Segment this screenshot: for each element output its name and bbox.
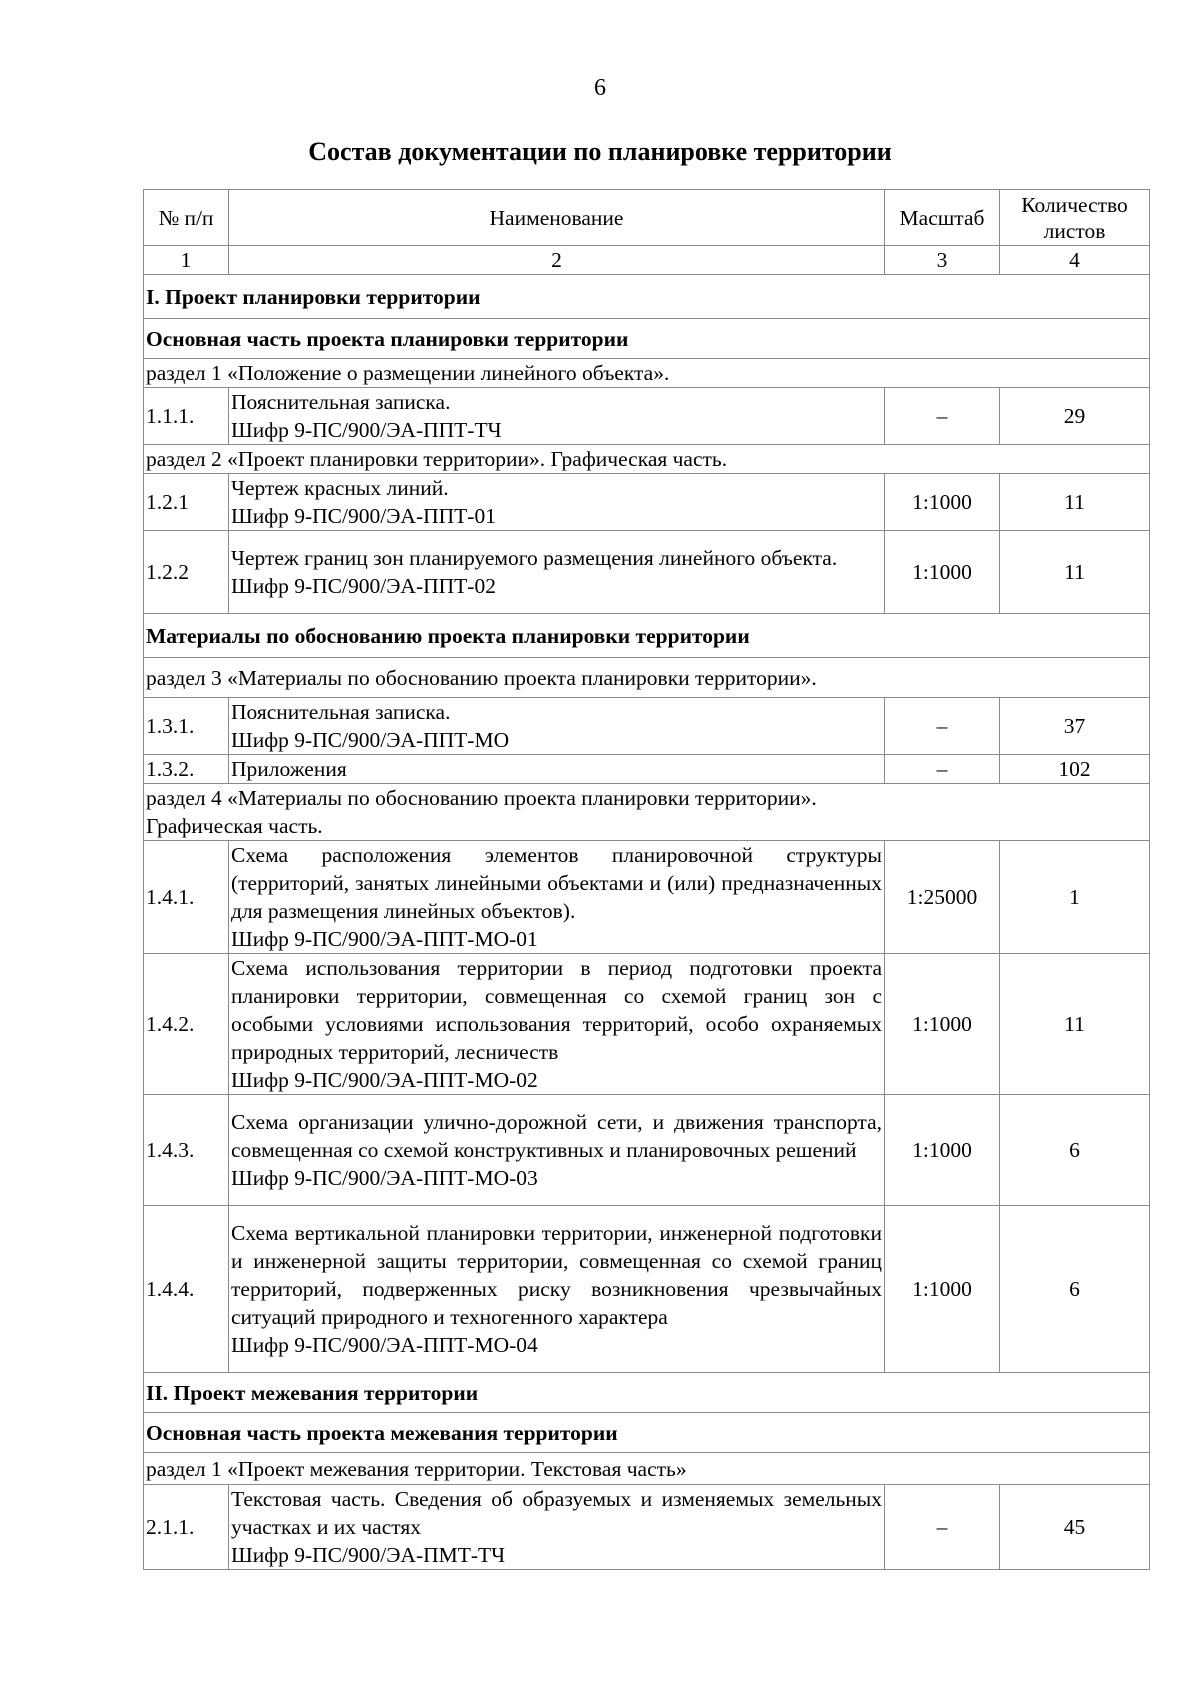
item-name-line: Шифр 9-ПС/900/ЭА-ППТ-МО: [231, 728, 510, 752]
item-name-line: Схема использования территории в период подготовки проекта планировки территории, совмещенная со схемой границ зон с особыми условиями использования территорий, особо охраняемых природных территорий, лесничеств: [231, 956, 882, 1064]
subsection-title-line: раздел 4 «Материалы по обоснованию проекта планировки территории».: [146, 786, 817, 810]
documentation-table: [143, 189, 1150, 1570]
item-number: 1.3.1.: [144, 698, 229, 755]
item-scale: 1:1000: [885, 1095, 1000, 1206]
section-heading-row: [144, 275, 1150, 319]
item-number: 1.4.4.: [144, 1206, 229, 1373]
item-name-line: Схема организации улично-дорожной сети, и движения транспорта, совмещенная со схемой конструктивных и планировочных решений: [231, 1110, 882, 1162]
table-row: [144, 698, 1150, 755]
subsection-title: [144, 784, 1150, 841]
item-name-line: Шифр 9-ПС/900/ЭА-ППТ-01: [231, 504, 496, 528]
header-scale: Масштаб: [885, 190, 1000, 246]
item-name-line: Чертеж красных линий.: [231, 476, 449, 500]
item-sheet-count: 6: [1000, 1095, 1150, 1206]
item-number: 1.4.1.: [144, 841, 229, 954]
item-name-line: Схема расположения элементов планировочной структуры (территорий, занятых линейными объектами и (или) предназначенных для размещения линейных объектов).: [231, 843, 882, 923]
section-heading: I. Проект планировки территории: [144, 275, 1150, 319]
subsection-row: [144, 784, 1150, 841]
item-name: [229, 1206, 885, 1373]
subsection-title: раздел 2 «Проект планировки территории». Графическая часть.: [144, 445, 1150, 474]
item-sheet-count: 45: [1000, 1485, 1150, 1570]
subsection-row: [144, 658, 1150, 698]
section-heading-row: [144, 1413, 1150, 1453]
subsection-row: [144, 445, 1150, 474]
item-number: 1.2.1: [144, 474, 229, 531]
table-column-numbers-row: [144, 246, 1150, 275]
item-name-line: Шифр 9-ПС/900/ЭА-ППТ-МО-02: [231, 1068, 538, 1092]
item-name-line: Шифр 9-ПС/900/ЭА-ПМТ-ТЧ: [231, 1543, 506, 1567]
item-name-line: Шифр 9-ПС/900/ЭА-ППТ-МО-04: [231, 1333, 538, 1357]
item-name: [229, 1095, 885, 1206]
section-heading: II. Проект межевания территории: [144, 1373, 1150, 1413]
page-number: 6: [594, 75, 606, 101]
subsection-title: раздел 1 «Проект межевания территории. Текстовая часть»: [144, 1453, 1150, 1485]
item-sheet-count: 11: [1000, 474, 1150, 531]
section-heading: Основная часть проекта планировки территории: [144, 319, 1150, 359]
column-number-3: 3: [885, 246, 1000, 275]
header-name: Наименование: [229, 190, 885, 246]
table-row: [144, 531, 1150, 614]
item-sheet-count: 1: [1000, 841, 1150, 954]
table-row: [144, 1485, 1150, 1570]
section-heading: Основная часть проекта межевания территории: [144, 1413, 1150, 1453]
section-heading-row: [144, 614, 1150, 658]
item-name: [229, 841, 885, 954]
table-row: [144, 388, 1150, 445]
item-name: [229, 531, 885, 614]
item-name-line: Шифр 9-ПС/900/ЭА-ППТ-МО-01: [231, 927, 538, 951]
item-scale: –: [885, 388, 1000, 445]
table-row: [144, 1206, 1150, 1373]
subsection-title-line: Графическая часть.: [146, 814, 323, 838]
item-name: [229, 388, 885, 445]
item-scale: 1:1000: [885, 954, 1000, 1095]
table-header-row: [144, 190, 1150, 246]
table-body: [144, 275, 1150, 1570]
item-name-line: Шифр 9-ПС/900/ЭА-ППТ-МО-03: [231, 1166, 538, 1190]
subsection-title: раздел 1 «Положение о размещении линейного объекта».: [144, 359, 1150, 388]
subsection-title: раздел 3 «Материалы по обоснованию проекта планировки территории».: [144, 658, 1150, 698]
item-scale: 1:25000: [885, 841, 1000, 954]
table-row: [144, 841, 1150, 954]
table-row: [144, 1095, 1150, 1206]
item-name: [229, 474, 885, 531]
item-sheet-count: 6: [1000, 1206, 1150, 1373]
column-number-1: 1: [144, 246, 229, 275]
section-heading-row: [144, 319, 1150, 359]
column-number-4: 4: [1000, 246, 1150, 275]
item-name: [229, 954, 885, 1095]
item-sheet-count: 102: [1000, 755, 1150, 784]
subsection-row: [144, 1453, 1150, 1485]
item-number: 1.2.2: [144, 531, 229, 614]
item-name-line: Шифр 9-ПС/900/ЭА-ППТ-ТЧ: [231, 418, 502, 442]
item-number: 1.4.2.: [144, 954, 229, 1095]
column-number-2: 2: [229, 246, 885, 275]
item-name: Приложения: [229, 755, 885, 784]
table-row: [144, 954, 1150, 1095]
item-sheet-count: 37: [1000, 698, 1150, 755]
item-scale: –: [885, 698, 1000, 755]
item-number: 2.1.1.: [144, 1485, 229, 1570]
item-scale: 1:1000: [885, 531, 1000, 614]
subsection-row: [144, 359, 1150, 388]
item-scale: 1:1000: [885, 1206, 1000, 1373]
item-name-line: Чертеж границ зон планируемого размещения линейного объекта.: [231, 546, 838, 570]
section-heading-row: [144, 1373, 1150, 1413]
header-number: № п/п: [144, 190, 229, 246]
item-name-line: Шифр 9-ПС/900/ЭА-ППТ-02: [231, 574, 496, 598]
item-name-line: Текстовая часть. Сведения об образуемых и изменяемых земельных участках и их частях: [231, 1487, 882, 1539]
item-name: [229, 1485, 885, 1570]
section-heading: Материалы по обоснованию проекта планировки территории: [144, 614, 1150, 658]
item-sheet-count: 29: [1000, 388, 1150, 445]
table-row: [144, 474, 1150, 531]
item-name: [229, 698, 885, 755]
item-scale: –: [885, 1485, 1000, 1570]
page-title: Состав документации по планировке территории: [308, 137, 892, 166]
item-scale: 1:1000: [885, 474, 1000, 531]
item-scale: –: [885, 755, 1000, 784]
item-name-line: Пояснительная записка.: [231, 390, 451, 414]
item-name-line: Схема вертикальной планировки территории, инженерной подготовки и инженерной защиты территории, совмещенная со схемой границ территорий, подверженных риску возникновения чрезвычайных ситуаций природного и техногенного характера: [231, 1221, 882, 1329]
item-number: 1.4.3.: [144, 1095, 229, 1206]
item-name-line: Пояснительная записка.: [231, 700, 451, 724]
table-row: [144, 755, 1150, 784]
item-number: 1.1.1.: [144, 388, 229, 445]
header-sheet-count: Количество листов: [1000, 190, 1150, 246]
item-number: 1.3.2.: [144, 755, 229, 784]
item-sheet-count: 11: [1000, 531, 1150, 614]
item-sheet-count: 11: [1000, 954, 1150, 1095]
